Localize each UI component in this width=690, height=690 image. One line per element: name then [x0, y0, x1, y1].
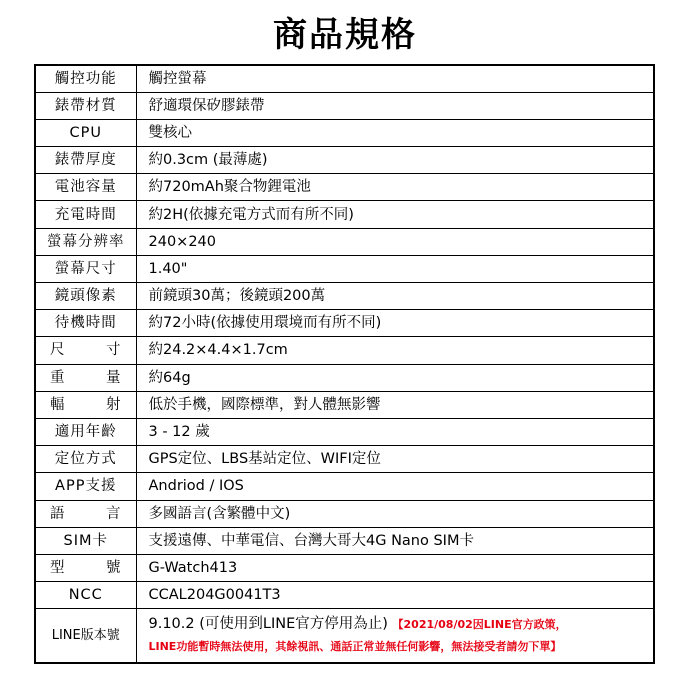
spec-value: 雙核心	[136, 119, 654, 146]
spec-value: CCAL204G0041T3	[136, 582, 654, 609]
spec-label: 錶帶材質	[35, 92, 136, 119]
spec-label: 型號	[35, 554, 136, 581]
line-version-value-cell	[136, 609, 654, 663]
spec-value: 約64g	[136, 364, 654, 391]
spec-label: 螢幕分辨率	[35, 228, 136, 255]
spec-row	[35, 337, 654, 364]
line-version-row	[35, 609, 654, 663]
spec-label: 電池容量	[35, 174, 136, 201]
spec-value: G-Watch413	[136, 554, 654, 581]
spec-label: 重量	[35, 364, 136, 391]
spec-row	[35, 65, 654, 92]
line-policy-note-2: LINE功能暫時無法使用，其餘視訊、通話正常並無任何影響，無法接受者請勿下單】	[148, 640, 562, 653]
spec-label: CPU	[35, 119, 136, 146]
spec-value: 約2H(依據充電方式而有所不同)	[136, 201, 654, 228]
spec-label: 觸控功能	[35, 65, 136, 92]
spec-row	[35, 554, 654, 581]
spec-value: 約72小時(依據使用環境而有所不同)	[136, 310, 654, 337]
spec-row	[35, 174, 654, 201]
spec-value: 多國語言(含繁體中文)	[136, 500, 654, 527]
line-version-value: 9.10.2 (可使用到LINE官方停用為止)	[148, 616, 388, 632]
spec-value: 約24.2×4.4×1.7cm	[136, 337, 654, 364]
spec-value: 240×240	[136, 228, 654, 255]
spec-value: 舒適環保矽膠錶帶	[136, 92, 654, 119]
spec-row	[35, 255, 654, 282]
spec-row	[35, 446, 654, 473]
page-title: 商品規格	[273, 15, 417, 55]
spec-label: NCC	[35, 582, 136, 609]
spec-label: APP支援	[35, 473, 136, 500]
spec-value: 觸控螢幕	[136, 65, 654, 92]
spec-row	[35, 283, 654, 310]
spec-row	[35, 473, 654, 500]
spec-label: 錶帶厚度	[35, 147, 136, 174]
spec-row	[35, 391, 654, 418]
spec-value: 低於手機，國際標準，對人體無影響	[136, 391, 654, 418]
spec-label: 充電時間	[35, 201, 136, 228]
spec-label: SIM卡	[35, 527, 136, 554]
spec-row	[35, 119, 654, 146]
spec-table	[34, 64, 655, 664]
spec-label: 鏡頭像素	[35, 283, 136, 310]
spec-row	[35, 147, 654, 174]
spec-label: 尺寸	[35, 337, 136, 364]
spec-label: 輻射	[35, 391, 136, 418]
spec-row	[35, 527, 654, 554]
spec-value: GPS定位、LBS基站定位、WIFI定位	[136, 446, 654, 473]
spec-value: 約720mAh聚合物鋰電池	[136, 174, 654, 201]
spec-label: 定位方式	[35, 446, 136, 473]
spec-value: 前鏡頭30萬；後鏡頭200萬	[136, 283, 654, 310]
spec-row	[35, 228, 654, 255]
spec-row	[35, 364, 654, 391]
spec-label: 待機時間	[35, 310, 136, 337]
spec-row	[35, 418, 654, 445]
spec-row	[35, 310, 654, 337]
spec-value: 3 - 12 歲	[136, 418, 654, 445]
spec-label: 語言	[35, 500, 136, 527]
spec-label: 螢幕尺寸	[35, 255, 136, 282]
spec-label: LINE版本號	[35, 609, 136, 663]
spec-table-body	[35, 65, 654, 663]
spec-row	[35, 92, 654, 119]
spec-label: 適用年齡	[35, 418, 136, 445]
spec-value: 支援遠傳、中華電信、台灣大哥大4G Nano SIM卡	[136, 527, 654, 554]
spec-value: Andriod / IOS	[136, 473, 654, 500]
line-policy-note-1: 【2021/08/02因LINE官方政策，	[392, 618, 567, 631]
spec-row	[35, 500, 654, 527]
spec-value: 1.40"	[136, 255, 654, 282]
spec-row	[35, 582, 654, 609]
spec-row	[35, 201, 654, 228]
spec-value: 約0.3cm (最薄處)	[136, 147, 654, 174]
